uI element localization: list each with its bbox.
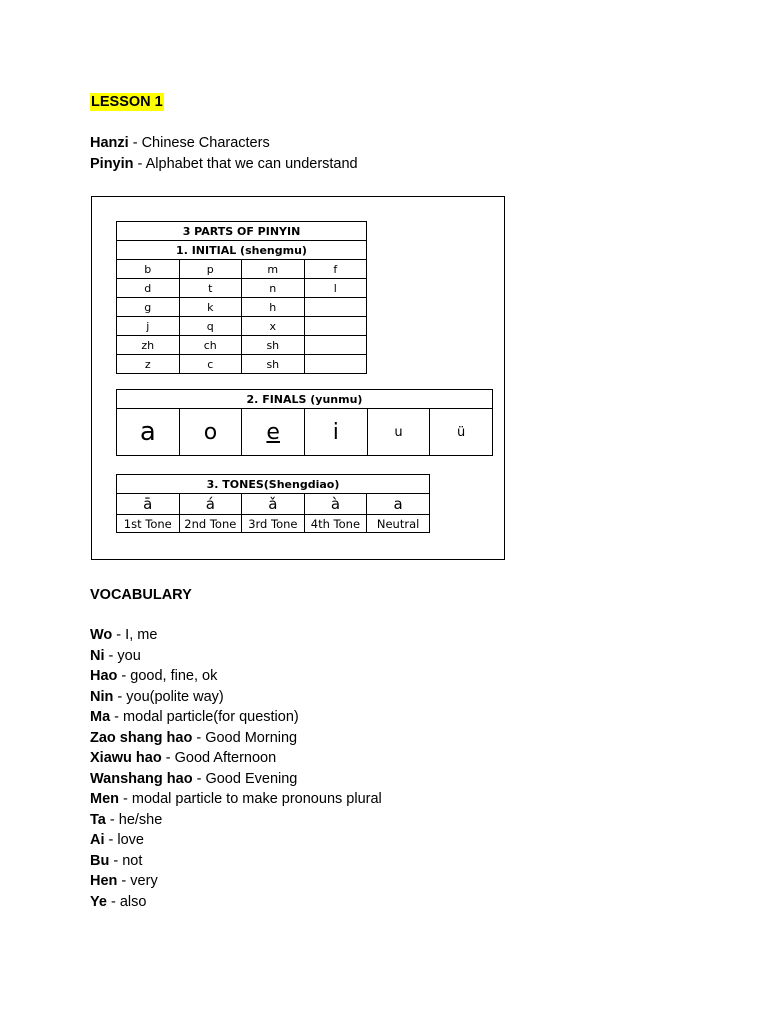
vocabulary-list	[90, 625, 382, 912]
tone-mark: ā	[117, 494, 180, 515]
initial-cell: b	[117, 260, 180, 279]
vocab-word: Ye	[90, 893, 107, 910]
vocab-word: Wanshang hao	[90, 770, 193, 787]
definition-separator: -	[133, 155, 146, 172]
vocab-separator: -	[106, 893, 120, 910]
definition-pinyin	[90, 154, 358, 175]
vocab-meaning: you	[117, 647, 141, 664]
table-row	[117, 494, 430, 515]
table-row	[117, 409, 493, 456]
vocab-word: Bu	[90, 852, 110, 869]
initial-cell: k	[179, 298, 242, 317]
final-cell: i	[305, 409, 368, 456]
final-cell: u	[367, 409, 430, 456]
initial-cell: h	[242, 298, 305, 317]
vocab-word: Ni	[90, 647, 105, 664]
definition-term: Pinyin	[90, 155, 134, 172]
initial-cell: l	[304, 279, 366, 298]
initials-heading: 1. INITIAL (shengmu)	[117, 241, 367, 260]
list-item	[90, 666, 382, 687]
initial-cell	[304, 355, 366, 374]
vocab-meaning: not	[122, 852, 143, 869]
definition-meaning: Chinese Characters	[141, 135, 270, 151]
finals-heading: 2. FINALS (yunmu)	[117, 390, 493, 409]
list-item	[90, 871, 382, 892]
initial-cell: p	[179, 260, 242, 279]
definition-separator: -	[128, 135, 142, 151]
vocab-word: Men	[90, 791, 119, 807]
vocabulary-heading: VOCABULARY	[90, 587, 192, 603]
definition-meaning: Alphabet that we can understand	[145, 155, 358, 172]
initial-cell: x	[242, 317, 305, 336]
list-item	[90, 851, 382, 872]
final-letter: e	[266, 419, 280, 445]
vocab-separator: -	[110, 709, 124, 725]
initial-cell	[304, 317, 366, 336]
initial-cell: d	[117, 279, 180, 298]
definition-hanzi	[90, 133, 358, 154]
table-row	[117, 336, 367, 355]
table-row	[117, 515, 430, 533]
table-row	[117, 355, 367, 374]
vocab-meaning: you(polite way)	[126, 688, 224, 705]
vocab-separator: -	[104, 647, 118, 664]
list-item	[90, 625, 382, 646]
table-row	[117, 279, 367, 298]
initial-cell: sh	[242, 355, 305, 374]
initial-cell: c	[179, 355, 242, 374]
table-row	[117, 298, 367, 317]
definitions	[90, 133, 358, 174]
tone-name: Neutral	[367, 515, 430, 533]
vocab-separator: -	[105, 811, 119, 828]
lesson-title: LESSON 1	[91, 94, 163, 110]
vocab-separator: -	[161, 750, 175, 766]
pinyin-chart-title: 3 PARTS OF PINYIN	[117, 222, 367, 241]
initial-cell: q	[179, 317, 242, 336]
vocab-separator: -	[192, 729, 206, 746]
vocab-separator: -	[104, 832, 118, 848]
initial-cell: ch	[179, 336, 242, 355]
list-item	[90, 789, 382, 810]
vocab-separator: -	[192, 770, 206, 787]
initial-cell	[304, 336, 366, 355]
vocab-word: Zao shang hao	[90, 729, 193, 746]
vocab-separator: -	[117, 668, 131, 684]
initial-cell	[304, 298, 366, 317]
initials-table	[116, 221, 367, 374]
vocab-meaning: Good Evening	[205, 770, 298, 787]
list-item	[90, 748, 382, 769]
vocab-word: Ta	[90, 811, 106, 828]
final-cell: ü	[430, 409, 493, 456]
vocab-word: Hen	[90, 873, 118, 889]
list-item	[90, 687, 382, 708]
list-item	[90, 769, 382, 790]
vocab-separator: -	[113, 688, 127, 705]
vocab-meaning: good, fine, ok	[130, 668, 218, 684]
final-cell	[242, 409, 305, 456]
vocab-word: Ma	[90, 709, 111, 725]
vocab-word: Xiawu hao	[90, 750, 162, 766]
tone-mark: á	[179, 494, 242, 515]
initial-cell: zh	[117, 336, 180, 355]
table-row	[117, 317, 367, 336]
tone-mark: ǎ	[242, 494, 305, 515]
tone-name: 2nd Tone	[179, 515, 242, 533]
vocab-meaning: he/she	[118, 811, 163, 828]
table-row	[117, 260, 367, 279]
list-item	[90, 892, 382, 913]
definition-term: Hanzi	[90, 135, 129, 151]
tone-mark: a	[367, 494, 430, 515]
vocab-separator: -	[112, 627, 126, 643]
final-cell: o	[179, 409, 242, 456]
list-item	[90, 707, 382, 728]
initial-cell: n	[242, 279, 305, 298]
tone-mark: à	[304, 494, 367, 515]
tones-heading: 3. TONES(Shengdiao)	[117, 475, 430, 494]
initial-cell: z	[117, 355, 180, 374]
vocab-separator: -	[119, 791, 132, 807]
list-item	[90, 728, 382, 749]
finals-table	[116, 389, 493, 456]
tones-table	[116, 474, 430, 533]
vocab-meaning: modal particle to make pronouns plural	[131, 791, 382, 807]
tone-name: 3rd Tone	[242, 515, 305, 533]
list-item	[90, 810, 382, 831]
vocab-word: Ai	[90, 832, 105, 848]
vocab-word: Hao	[90, 668, 118, 684]
vocab-word: Nin	[90, 688, 114, 705]
list-item	[90, 646, 382, 667]
pinyin-chart-figure	[91, 196, 505, 560]
list-item	[90, 830, 382, 851]
initial-cell: m	[242, 260, 305, 279]
initial-cell: j	[117, 317, 180, 336]
vocab-meaning: Good Morning	[205, 729, 298, 746]
initial-cell: sh	[242, 336, 305, 355]
vocab-separator: -	[109, 852, 123, 869]
vocab-meaning: love	[117, 832, 144, 848]
initial-cell: g	[117, 298, 180, 317]
initial-cell: t	[179, 279, 242, 298]
vocab-meaning: also	[119, 893, 147, 910]
final-cell: a	[117, 409, 180, 456]
vocab-meaning: very	[130, 873, 158, 889]
vocab-word: Wo	[90, 627, 113, 643]
vocab-meaning: Good Afternoon	[174, 750, 277, 766]
vocab-separator: -	[117, 873, 131, 889]
tone-name: 4th Tone	[304, 515, 367, 533]
vocab-meaning: modal particle(for question)	[123, 709, 299, 725]
tone-name: 1st Tone	[117, 515, 180, 533]
initial-cell: f	[304, 260, 366, 279]
vocab-meaning: I, me	[125, 627, 158, 643]
